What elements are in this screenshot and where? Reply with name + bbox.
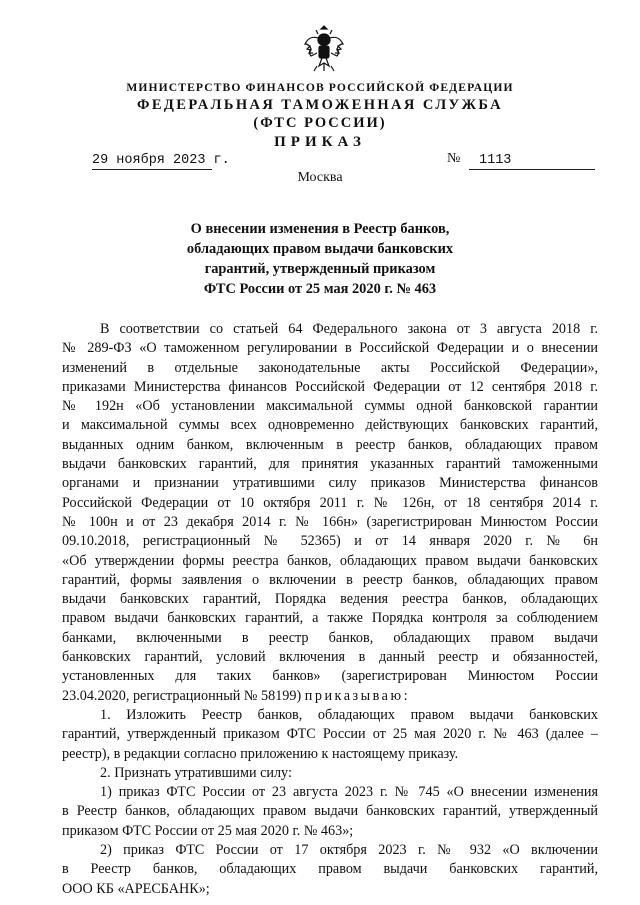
document-date: 29 ноября 2023 г. bbox=[92, 153, 230, 168]
document-body bbox=[62, 320, 598, 899]
item-line: 1) приказ ФТС России от 23 августа 2023 г. № 745 «О внесении изменения bbox=[100, 784, 598, 801]
body-line: и максимальной суммы всех одновременно действующих банковских гарантий, bbox=[62, 417, 598, 434]
title-line: гарантий, утвержденный приказом bbox=[204, 261, 436, 277]
body-line: изменений в отдельные законодательные акты Российской Федерации», bbox=[62, 359, 598, 376]
ministry-name: МИНИСТЕРСТВО ФИНАНСОВ РОССИЙСКОЙ ФЕДЕРАЦИИ bbox=[126, 81, 514, 94]
body-line: № 192н «Об установлении максимальной суммы одной банковской гарантии bbox=[62, 398, 598, 415]
item-line: 2. Признать утратившими силу: bbox=[100, 764, 292, 781]
body-line: выданных одним банком, включенным в реестр банков, обладающих правом bbox=[62, 436, 598, 453]
body-line-text: 23.04.2020, регистрационный № 58199) bbox=[62, 687, 302, 704]
coat-of-arms-emblem bbox=[302, 22, 346, 74]
body-line: № 100н и от 23 декабря 2014 г. № 166н» (зарегистрирован Минюстом России bbox=[62, 513, 598, 530]
title-line: О внесении изменения в Реестр банков, bbox=[190, 221, 450, 237]
document-number: 1113 bbox=[469, 153, 595, 170]
item-line: ООО КБ «АРЕСБАНК»; bbox=[62, 880, 210, 897]
body-line: В соответствии со статьей 64 Федерального закона от 3 августа 2018 г. bbox=[100, 321, 598, 337]
item-line: 2) приказ ФТС России от 17 октября 2023 г. № 932 «О включении bbox=[100, 842, 598, 859]
body-line bbox=[62, 687, 598, 706]
title-line: ФТС России от 25 мая 2020 г. № 463 bbox=[203, 281, 437, 297]
item-line: гарантий, утвержденный приказом ФТС России от 25 мая 2020 г. № 463 (далее – bbox=[62, 726, 598, 743]
body-line: банками, включенными в реестр банков, обладающих правом выдачи bbox=[62, 629, 598, 646]
body-line: приказами Министерства финансов Российской Федерации от 12 сентября 2018 г. bbox=[62, 378, 598, 395]
body-line: правом выдачи банковских гарантий, а также Порядка контроля за соблюдением bbox=[62, 610, 598, 627]
body-line: Российской Федерации от 10 октября 2011 г. № 126н, от 18 сентября 2014 г. bbox=[62, 494, 598, 511]
body-line: органами и признании утратившими силу приказов Министерства финансов bbox=[62, 475, 598, 492]
body-line: 09.10.2018, регистрационный № 52365) и от 14 января 2020 г. № 6н bbox=[62, 533, 598, 550]
title-line: обладающих правом выдачи банковских bbox=[186, 241, 454, 257]
document-type: ПРИКАЗ bbox=[274, 134, 366, 150]
body-line: № 289-ФЗ «О таможенном регулировании в Российской Федерации и о внесении bbox=[62, 340, 598, 357]
body-line: «Об утверждении формы реестра банков, обладающих правом выдачи банковских bbox=[62, 552, 598, 569]
body-line: выдачи банковских гарантий, для принятия указанных гарантий таможенными bbox=[62, 456, 598, 473]
item-line: 1. Изложить Реестр банков, обладающих правом выдачи банковских bbox=[100, 706, 598, 723]
body-line: гарантий, формы заявления о включении в реестр банков, обладающих правом bbox=[62, 571, 598, 588]
item-line: реестр), в редакции согласно приложению к настоящему приказу. bbox=[62, 745, 459, 762]
number-label: № bbox=[447, 151, 461, 166]
item-line: в Реестр банков, обладающих правом выдачи банковских гарантий, утвержденный bbox=[62, 803, 598, 820]
item-line: приказом ФТС России от 25 мая 2020 г. № 463»; bbox=[62, 822, 354, 839]
item-line: в Реестр банков, обладающих правом выдачи банковских гарантий, bbox=[62, 861, 598, 878]
body-line: выдачи банковских гарантий, Порядка ведения реестра банков, обладающих bbox=[62, 591, 598, 608]
service-abbreviation: (ФТС РОССИИ) bbox=[253, 115, 387, 131]
body-line: установленных для таких банков» (зарегистрирован Минюстом России bbox=[62, 668, 598, 685]
service-name: ФЕДЕРАЛЬНАЯ ТАМОЖЕННАЯ СЛУЖБА bbox=[136, 97, 503, 113]
document-title bbox=[0, 219, 640, 299]
body-line: банковских гарантий, условий включения в данный реестр и обязанностей, bbox=[62, 649, 598, 666]
order-word: приказываю: bbox=[304, 687, 411, 704]
document-city: Москва bbox=[297, 170, 343, 185]
